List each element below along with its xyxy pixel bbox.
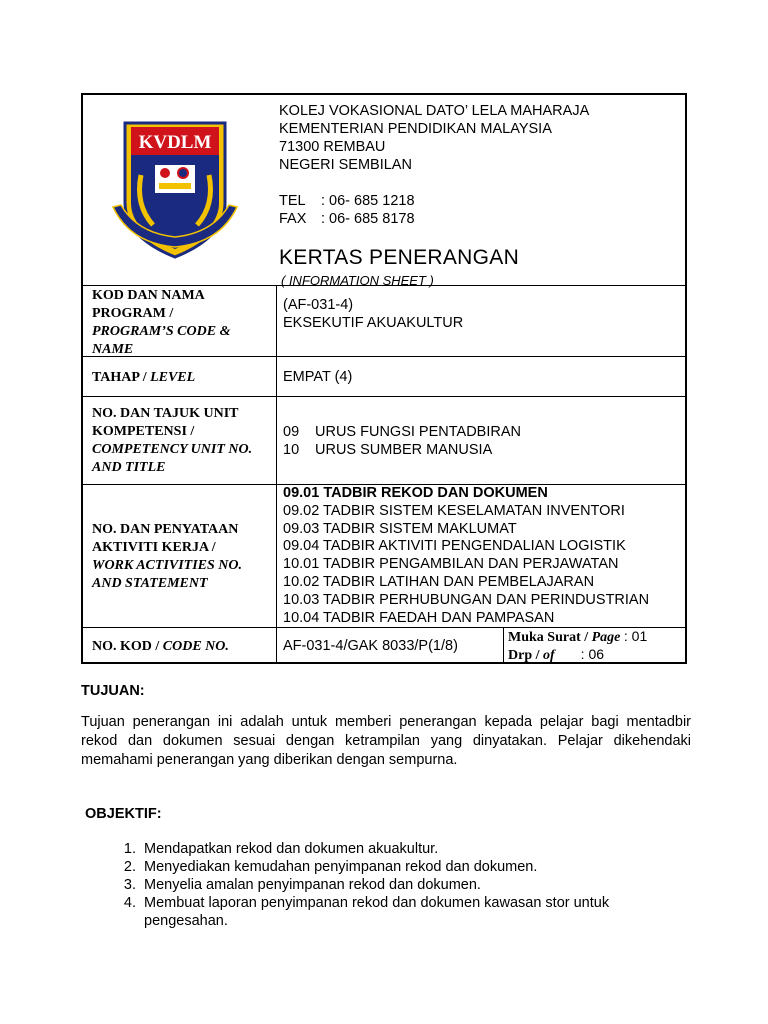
unit-item [283,441,521,459]
unit-label-ms: NO. DAN TAJUK UNIT KOMPETENSI / [92,406,239,439]
activity-item: 09.04 TADBIR AKTIVITI PENGENDALIAN LOGISTIK [283,538,626,555]
activity-item: 10.04 TADBIR FAEDAH DAN PAMPASAN [283,609,555,626]
kvdlm-crest-logo [105,115,245,265]
level-label [92,369,195,387]
fax-line [279,210,589,228]
program-name: EKSEKUTIF AKUAKULTUR [283,315,464,331]
fax-value: : 06- 685 8178 [321,211,415,227]
activities-label [92,521,272,593]
tel-label: TEL [279,193,306,209]
column-divider [503,627,504,664]
objektif-item: 3. Menyelia amalan penyimpanan rekod dan dokumen. [140,876,680,894]
unit-title: URUS SUMBER MANUSIA [315,442,493,458]
page-number-line [508,628,647,646]
page-value: : 01 [623,628,648,644]
tujuan-heading: TUJUAN: [81,683,145,699]
column-divider [276,285,277,664]
activities-label-ms: NO. DAN PENYATAAN AKTIVITI KERJA / [92,522,239,555]
logo-text: KVDLM [138,132,212,153]
tujuan-text: Tujuan penerangan ini adalah untuk memberi penerangan kepada pelajar bagi mentadbir rekod dan dokumen sesuai dengan ketrampilan yang dinyatakan. Pelajar dikehendaki memahami penerangan yang diberikan dengan sempurna. [81,714,691,768]
postcode-town: 71300 REMBAU [279,139,386,155]
fax-label: FAX [279,211,307,227]
document-subtitle: ( INFORMATION SHEET ) [281,273,434,288]
objektif-item: 2. Menyediakan kemudahan penyimpanan rekod dan dokumen. [140,858,680,876]
activity-item: 09.03 TADBIR SISTEM MAKLUMAT [283,520,517,537]
code-label-en: CODE NO. [162,639,229,654]
unit-label-en: COMPETENCY UNIT NO. AND TITLE [92,442,253,475]
page-counter [508,628,647,664]
program-label-ms: KOD DAN NAMA PROGRAM / [92,288,204,321]
tujuan-section [81,683,691,770]
unit-number: 09 [283,424,300,440]
level-label-ms: TAHAP / [92,370,147,385]
state-name: NEGERI SEMBILAN [279,157,412,173]
activity-item: 10.01 TADBIR PENGAMBILAN DAN PERJAWATAN [283,556,619,573]
telephone-line [279,192,589,210]
program-label [92,287,267,359]
activity-item: 09.01 TADBIR REKOD DAN DOKUMEN [283,485,548,501]
objektif-item: 4. Membuat laporan penyimpanan rekod dan dokumen kawasan stor untuk pengesahan. [140,894,680,930]
info-sheet-table [81,93,687,664]
unit-title: URUS FUNGSI PENTADBIRAN [315,424,521,440]
unit-number: 10 [283,442,300,458]
page-label-en: Page [591,630,621,645]
of-value: : 06 [580,646,605,662]
tel-value: : 06- 685 1218 [321,193,415,209]
code-label-ms: NO. KOD / [92,639,160,654]
level-value: EMPAT (4) [283,369,353,385]
of-label: Drp / [508,648,540,663]
row-divider [83,396,685,397]
objektif-list [85,840,680,930]
objektif-section [85,806,695,930]
unit-item [283,423,521,441]
page-total-line [508,646,647,664]
activities-list [283,485,649,627]
activity-item: 09.02 TADBIR SISTEM KESELAMATAN INVENTORI [283,502,625,519]
program-value [283,296,463,332]
document-title: KERTAS PENERANGAN [279,246,520,269]
code-label [92,638,229,656]
activities-label-en: WORK ACTIVITIES NO. AND STATEMENT [92,558,243,591]
college-name: KOLEJ VOKASIONAL DATO’ LELA MAHARAJA [279,103,590,119]
code-value: AF-031-4/GAK 8033/P(1/8) [283,638,458,654]
program-label-en: PROGRAM’S CODE & NAME [92,324,231,357]
ministry-name: KEMENTERIAN PENDIDIKAN MALAYSIA [279,121,552,137]
activity-item: 10.02 TADBIR LATIHAN DAN PEMBELAJARAN [283,573,595,590]
program-code: (AF-031-4) [283,297,354,313]
page-label: Muka Surat / [508,630,589,645]
objektif-item: 1. Mendapatkan rekod dan dokumen akuakultur. [140,840,680,858]
unit-list [283,423,521,459]
college-address [279,102,589,228]
unit-label [92,405,272,477]
activity-item: 10.03 TADBIR PERHUBUNGAN DAN PERINDUSTRIAN [283,591,650,608]
of-label-en: of [543,648,555,663]
level-label-en: LEVEL [150,370,196,385]
objektif-heading: OBJEKTIF: [85,806,162,822]
